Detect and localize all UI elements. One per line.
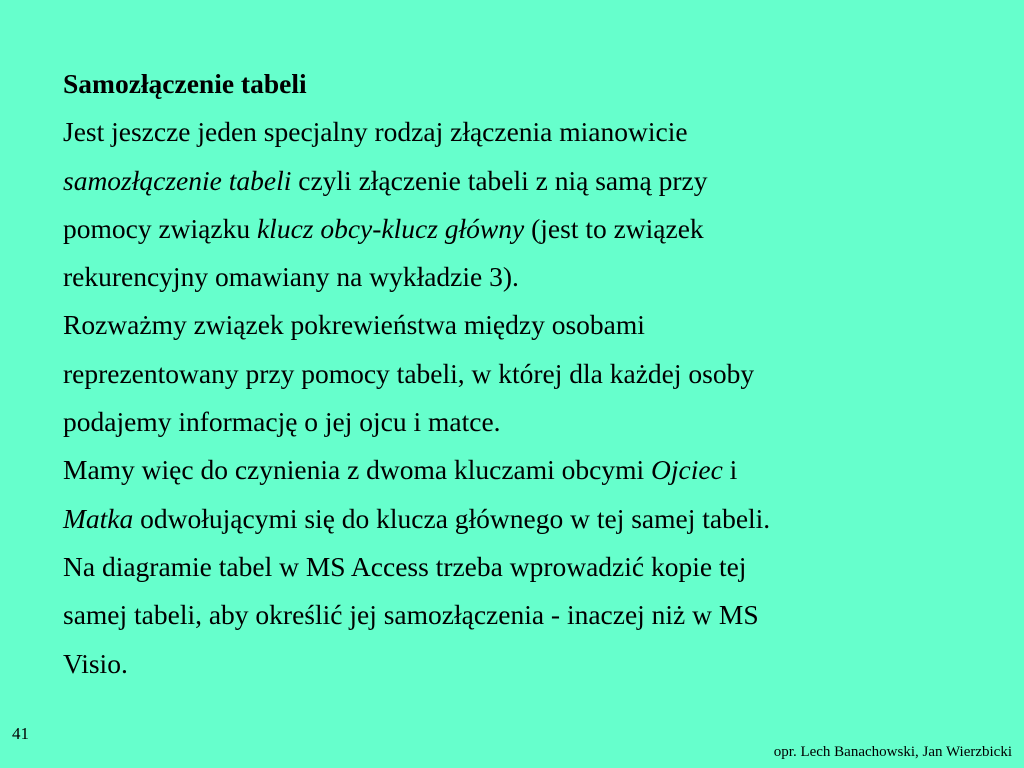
text-segment: rekurencyjny omawiany na wykładzie 3). bbox=[63, 261, 519, 293]
body-line bbox=[63, 350, 983, 398]
text-segment: Visio. bbox=[63, 647, 128, 679]
body-text bbox=[63, 108, 983, 688]
body-line bbox=[63, 398, 983, 446]
text-segment: Rozważmy związek pokrewieństwa między osobami bbox=[63, 309, 645, 341]
body-line bbox=[63, 640, 983, 688]
slide-title: Samozłączenie tabeli bbox=[63, 68, 307, 99]
body-line bbox=[63, 446, 983, 494]
slide-content bbox=[63, 60, 983, 688]
text-segment: Mamy więc do czynienia z dwoma kluczami obcymi bbox=[63, 454, 652, 486]
text-segment: reprezentowany przy pomocy tabeli, w której dla każdej osoby bbox=[63, 357, 755, 389]
italic-term: klucz obcy-klucz główny bbox=[256, 212, 525, 244]
body-line bbox=[63, 543, 983, 591]
text-segment: samej tabeli, aby określić jej samozłączenia - inaczej niż w MS bbox=[63, 599, 759, 631]
italic-term: samozłączenie tabeli bbox=[63, 164, 292, 196]
body-line bbox=[63, 253, 983, 301]
text-segment: i bbox=[722, 454, 738, 486]
text-segment: Na diagramie tabel w MS Access trzeba wprowadzić kopie tej bbox=[63, 550, 747, 582]
body-line bbox=[63, 495, 983, 543]
page-number: 41 bbox=[12, 724, 29, 743]
text-segment: odwołującymi się do klucza głównego w tej samej tabeli. bbox=[133, 502, 771, 534]
text-segment: pomocy związku bbox=[63, 212, 257, 244]
body-line bbox=[63, 591, 983, 639]
text-segment: (jest to związek bbox=[524, 212, 704, 244]
footer-author: opr. Lech Banachowski, Jan Wierzbicki bbox=[773, 744, 1012, 760]
text-segment: podajemy informację o jej ojcu i matce. bbox=[63, 406, 501, 438]
text-segment: Jest jeszcze jeden specjalny rodzaj złączenia mianowicie bbox=[63, 116, 688, 148]
body-line bbox=[63, 108, 983, 156]
body-line bbox=[63, 301, 983, 349]
text-segment: czyli złączenie tabeli z nią samą przy bbox=[291, 164, 708, 196]
body-line bbox=[63, 205, 983, 253]
italic-term: Matka bbox=[63, 502, 134, 534]
italic-term: Ojciec bbox=[651, 454, 723, 486]
body-line bbox=[63, 157, 983, 205]
